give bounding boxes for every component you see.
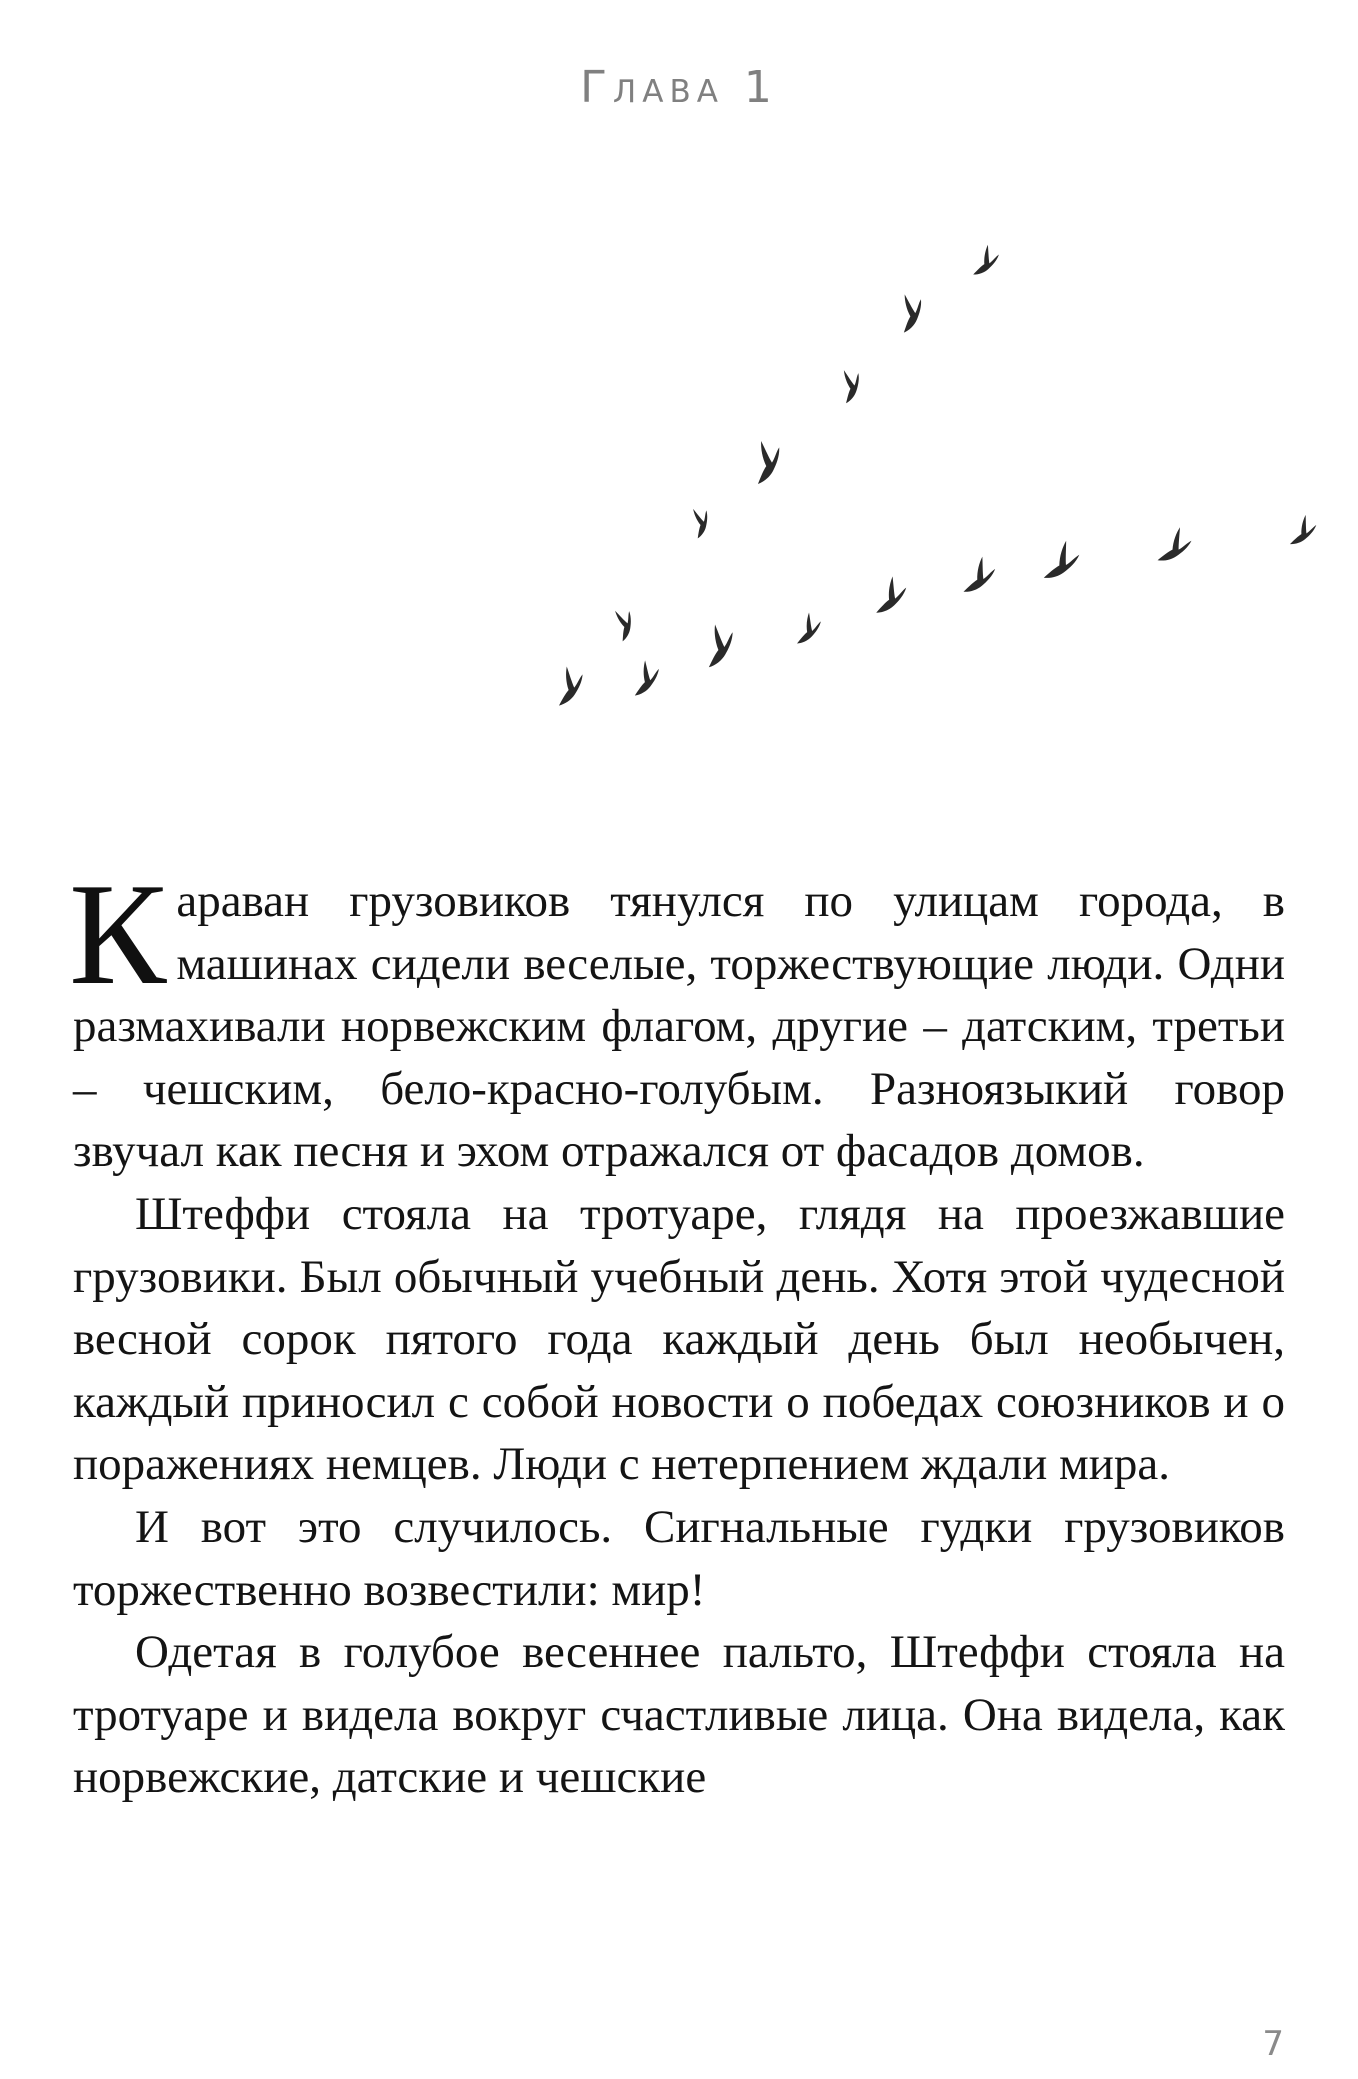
chapter-heading: Глава 1 [580,62,778,113]
paragraph-4: Одетая в голубое весеннее пальто, Штеффи стояла на тротуаре и видела вокруг счастливые лица. Она видела, как норвежские, датские и чешские [73,1626,1285,1804]
paragraph-1-text: араван грузовиков тянулся по улицам города, в машинах сидели веселые, торжествующие люди. Одни размахивали норвежским флагом, другие – датским, третьи – чешским, бело-красно-голубым. Разноязыкий говор звучал как песня и эхом отражался от фасадов домов. [73,875,1285,1178]
drop-cap: К [69,853,167,1015]
paragraph-3: И вот это случилось. Сигнальные гудки грузовиков торжественно возвестили: мир! [73,1500,1285,1616]
page-number: 7 [1262,2024,1284,2064]
flock-of-birds-icon [540,230,1330,740]
body-text [69,853,1285,1809]
paragraph-1 [69,853,1285,1183]
paragraph-2: Штеффи стояла на тротуаре, глядя на проезжавшие грузовики. Был обычный учебный день. Хотя этой чудесной весной сорок пятого года каждый день был необычен, каждый приносил с собой новости о победах союзников и о поражениях немцев. Люди с нетерпением ждали мира. [73,1187,1285,1491]
